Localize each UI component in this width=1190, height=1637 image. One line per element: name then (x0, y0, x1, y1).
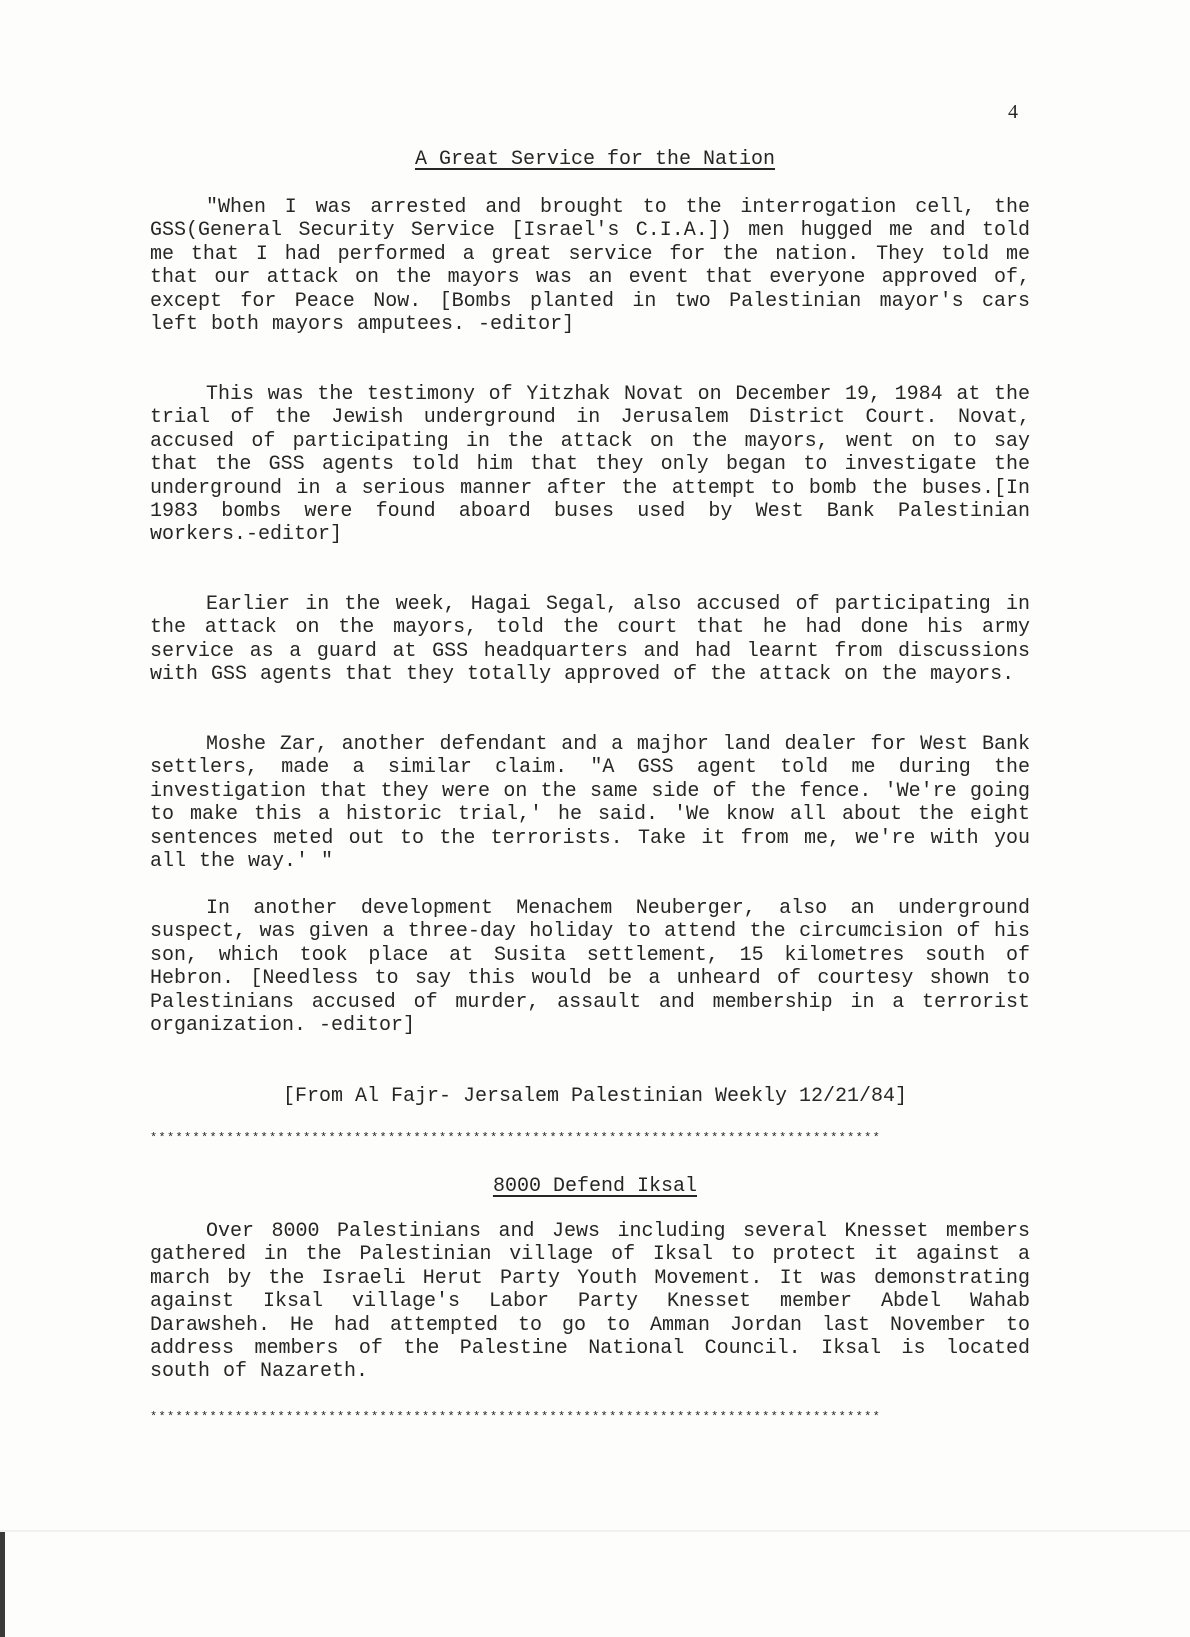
paragraph-text: Moshe Zar, another defendant and a majhor land dealer for West Bank settlers, made a similar claim. "A GSS agent told me during the investigation that they were on the same side of the fence. 'We're going to make this a historic trial,' he said. 'We know all about the eight sentences meted out to the terrorists. Take it from me, we're with you all the way.' " (150, 733, 1030, 874)
separator-stars-1: ************************************************************************************** (150, 1131, 882, 1145)
article-1-title: A Great Service for the Nation (414, 148, 776, 171)
separator-stars-2: ************************************************************************************** (150, 1410, 882, 1424)
article-2-paragraph-1 (150, 1220, 1030, 1384)
page-number: 4 (1008, 101, 1018, 123)
article-1-paragraph-3 (150, 593, 1030, 687)
article-1-citation: [From Al Fajr- Jersalem Palestinian Weekly 12/21/84] (282, 1085, 908, 1108)
paragraph-text: "When I was arrested and brought to the interrogation cell, the GSS(General Security Service [Israel's C.I.A.]) men hugged me and told me that I had performed a great service for the nation. They told me that our attack on the mayors was an event that everyone approved of, except for Peace Now. [Bombs planted in two Palestinian mayor's cars left both mayors amputees. -editor] (150, 196, 1030, 337)
paragraph-text: This was the testimony of Yitzhak Novat on December 19, 1984 at the trial of the Jewish underground in Jerusalem District Court. Novat, accused of participating in the attack on the mayors, went on to say that the GSS agents told him that they only began to investigate the underground in a serious manner after the attempt to bomb the buses.[In 1983 bombs were found aboard buses used by West Bank Palestinian workers.-editor] (150, 383, 1030, 547)
article-1-paragraph-1 (150, 196, 1030, 336)
paragraph-text: In another development Menachem Neuberger, also an underground suspect, was given a three-day holiday to attend the circumcision of his son, which took place at Susita settlement, 15 kilometres south of Hebron. [Needless to say this would be a unheard of courtesy shown to Palestinians accused of murder, assault and membership in a terrorist organization. -editor] (150, 897, 1030, 1038)
scan-edge-line (0, 1530, 1190, 1532)
article-2-title: 8000 Defend Iksal (492, 1175, 698, 1198)
paragraph-text: Over 8000 Palestinians and Jews including several Knesset members gathered in the Palestinian village of Iksal to protect it against a march by the Israeli Herut Party Youth Movement. It was demonstrating against Iksal village's Labor Party Knesset member Abdel Wahab Darawsheh. He had attempted to go to Amman Jordan last November to address members of the Palestine National Council. Iksal is located south of Nazareth. (150, 1220, 1030, 1384)
article-1-paragraph-5 (150, 897, 1030, 1037)
article-1-paragraph-2 (150, 383, 1030, 547)
scan-edge-mark (0, 1532, 5, 1637)
article-1-paragraph-4 (150, 733, 1030, 873)
paragraph-text: Earlier in the week, Hagai Segal, also accused of participating in the attack on the mayors, told the court that he had done his army service as a guard at GSS headquarters and had learnt from discussions with GSS agents that they totally approved of the attack on the mayors. (150, 593, 1030, 687)
